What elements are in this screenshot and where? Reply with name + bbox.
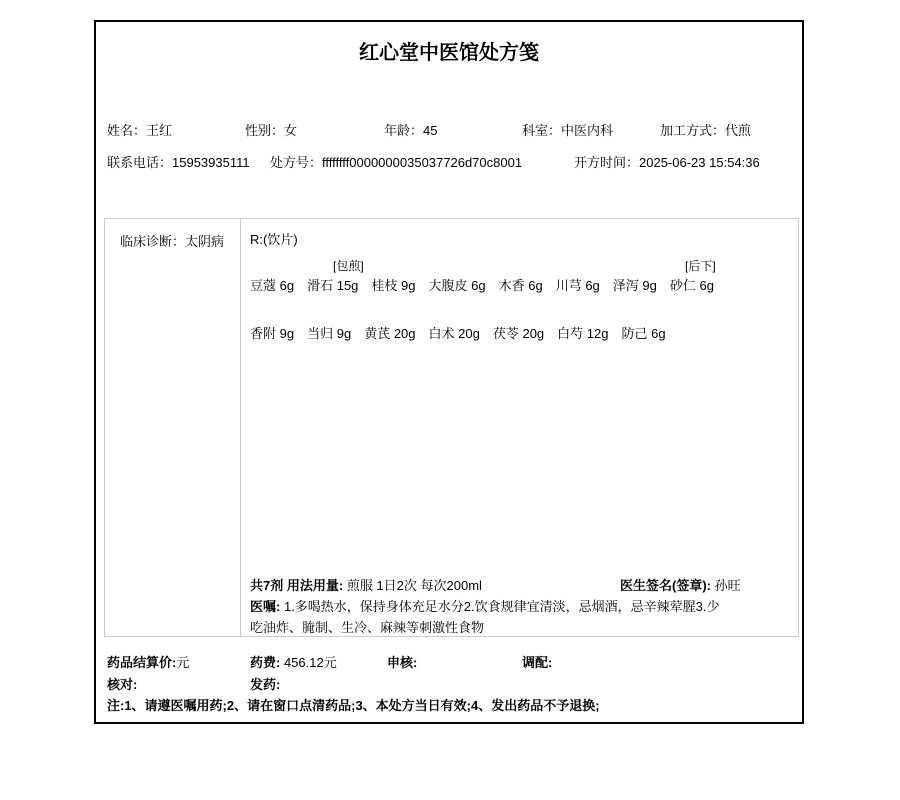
herb-dose: 9g bbox=[397, 278, 416, 293]
herb-entry bbox=[499, 278, 543, 293]
herb-entry bbox=[307, 278, 358, 293]
check-field bbox=[107, 674, 137, 693]
herb-dose: 6g bbox=[276, 278, 295, 293]
herb-line-1 bbox=[250, 275, 727, 294]
contact-phone-value: 15953935111 bbox=[172, 155, 250, 170]
medicine-fee-field bbox=[250, 652, 337, 671]
issue-medicine-label: 发药: bbox=[250, 677, 281, 692]
herb-dose: 6g bbox=[695, 278, 714, 293]
patient-gender-label: 性别： bbox=[245, 123, 285, 138]
patient-name-field bbox=[107, 120, 172, 139]
herb-name: 川芎 bbox=[555, 278, 582, 293]
prescription-table bbox=[104, 218, 799, 637]
doctor-signature-field bbox=[620, 575, 741, 594]
patient-department-field bbox=[522, 120, 613, 139]
medicine-fee-value: 456.12元 bbox=[280, 655, 337, 670]
diagnosis-cell bbox=[105, 219, 241, 636]
herb-name: 黄芪 bbox=[364, 326, 391, 341]
herb-name: 桂枝 bbox=[371, 278, 398, 293]
herb-name: 木香 bbox=[498, 278, 525, 293]
herb-name: 香附 bbox=[250, 326, 277, 341]
usage-dosage-label: 用法用量: bbox=[286, 578, 344, 593]
prescription-sheet bbox=[94, 20, 804, 724]
herb-name: 茯苓 bbox=[492, 326, 519, 341]
rx-cell bbox=[241, 219, 798, 636]
herb-dose: 15g bbox=[333, 278, 359, 293]
doctor-signature-label: 医生签名(签章): bbox=[620, 578, 711, 593]
prescription-number-field bbox=[270, 152, 522, 171]
annotation-houxia: [后下] bbox=[685, 259, 716, 273]
herb-dose: 6g bbox=[581, 278, 600, 293]
issue-time-field bbox=[574, 152, 760, 171]
herb-name: 大腹皮 bbox=[428, 278, 468, 293]
processing-method-value: 代煎 bbox=[725, 123, 752, 138]
herb-entry bbox=[493, 326, 544, 341]
settlement-price-value: 元 bbox=[176, 655, 190, 670]
annotation-baojian: [包煎] bbox=[333, 259, 364, 273]
herb-entry bbox=[371, 278, 415, 293]
herb-dose: 9g bbox=[276, 326, 295, 341]
herb-dose: 6g bbox=[524, 278, 543, 293]
herb-name: 当归 bbox=[307, 326, 334, 341]
usage-line bbox=[250, 575, 482, 594]
herb-entry bbox=[429, 326, 480, 341]
review-field bbox=[387, 652, 417, 671]
medicine-fee-label: 药费: bbox=[250, 655, 281, 670]
patient-age-value: 45 bbox=[423, 123, 438, 138]
patient-age-field bbox=[384, 120, 437, 139]
patient-name-value: 王红 bbox=[146, 123, 173, 138]
herb-name: 豆蔻 bbox=[250, 278, 277, 293]
issue-time-value: 2025-06-23 15:54:36 bbox=[639, 155, 760, 170]
herb-name: 白术 bbox=[428, 326, 455, 341]
herb-dose: 9g bbox=[638, 278, 657, 293]
herb-name: 砂仁 bbox=[669, 278, 696, 293]
herb-line-2 bbox=[250, 323, 679, 342]
herb-dose: 20g bbox=[390, 326, 416, 341]
check-label: 核对: bbox=[107, 677, 138, 692]
footer-note: 注:1、请遵医嘱用药;2、请在窗口点清药品;3、本处方当日有效;4、发出药品不予退换; bbox=[107, 698, 600, 713]
doctor-signature-value: 孙旺 bbox=[714, 578, 741, 593]
page-title: 红心堂中医馆处方笺 bbox=[359, 42, 539, 64]
patient-name-label: 姓名： bbox=[107, 123, 147, 138]
herb-entry bbox=[557, 326, 608, 341]
diagnosis-field bbox=[120, 231, 224, 250]
herb-name: 泽泻 bbox=[612, 278, 639, 293]
herb-entry bbox=[556, 278, 600, 293]
settlement-price-label: 药品结算价: bbox=[107, 655, 177, 670]
herb-dose: 6g bbox=[647, 326, 666, 341]
herb-entry bbox=[364, 326, 415, 341]
herb-entry bbox=[250, 326, 294, 341]
contact-phone-label: 联系电话： bbox=[107, 155, 173, 170]
medical-advice bbox=[250, 596, 730, 638]
herb-entry bbox=[429, 278, 486, 293]
usage-total: 共7剂 bbox=[250, 578, 284, 593]
herb-dose: 20g bbox=[454, 326, 480, 341]
settlement-price-field bbox=[107, 652, 189, 671]
diagnosis-label: 临床诊断： bbox=[120, 234, 186, 249]
herb-entry bbox=[622, 326, 666, 341]
patient-department-label: 科室： bbox=[522, 123, 562, 138]
patient-department-value: 中医内科 bbox=[561, 123, 614, 138]
patient-gender-value: 女 bbox=[284, 123, 298, 138]
medical-advice-label: 医嘱: bbox=[250, 599, 281, 614]
dispense-label: 调配: bbox=[522, 655, 553, 670]
prescription-number-value: ffffffff0000000035037726d70c8001 bbox=[322, 155, 523, 170]
herb-name: 防己 bbox=[621, 326, 648, 341]
usage-dosage-value: 煎服 1日2次 每次200ml bbox=[346, 578, 482, 593]
medical-advice-text: 1.多喝热水，保持身体充足水分2.饮食规律宜清淡，忌烟酒，忌辛辣荤腥3.少吃油炸、腌制、生冷、麻辣等刺激性食物 bbox=[250, 599, 720, 635]
prescription-number-label: 处方号： bbox=[270, 155, 323, 170]
patient-age-label: 年龄： bbox=[384, 123, 424, 138]
processing-method-field bbox=[660, 120, 751, 139]
issue-medicine-field bbox=[250, 674, 280, 693]
herb-dose: 20g bbox=[518, 326, 545, 341]
herb-dose: 6g bbox=[467, 278, 486, 293]
herb-entry bbox=[670, 278, 714, 293]
herb-dose: 9g bbox=[333, 326, 352, 341]
patient-gender-field bbox=[245, 120, 297, 139]
herb-entry bbox=[307, 326, 351, 341]
processing-method-label: 加工方式： bbox=[660, 123, 726, 138]
herb-dose: 12g bbox=[583, 326, 609, 341]
herb-name: 滑石 bbox=[307, 278, 334, 293]
contact-phone-field bbox=[107, 152, 250, 171]
herb-entry bbox=[250, 278, 294, 293]
rx-header: R:(饮片) bbox=[250, 232, 298, 247]
diagnosis-value: 太阴病 bbox=[185, 234, 225, 249]
herb-entry bbox=[613, 278, 657, 293]
review-label: 申核: bbox=[387, 655, 418, 670]
dispense-field bbox=[522, 652, 552, 671]
herb-name: 白芍 bbox=[557, 326, 584, 341]
issue-time-label: 开方时间： bbox=[574, 155, 640, 170]
